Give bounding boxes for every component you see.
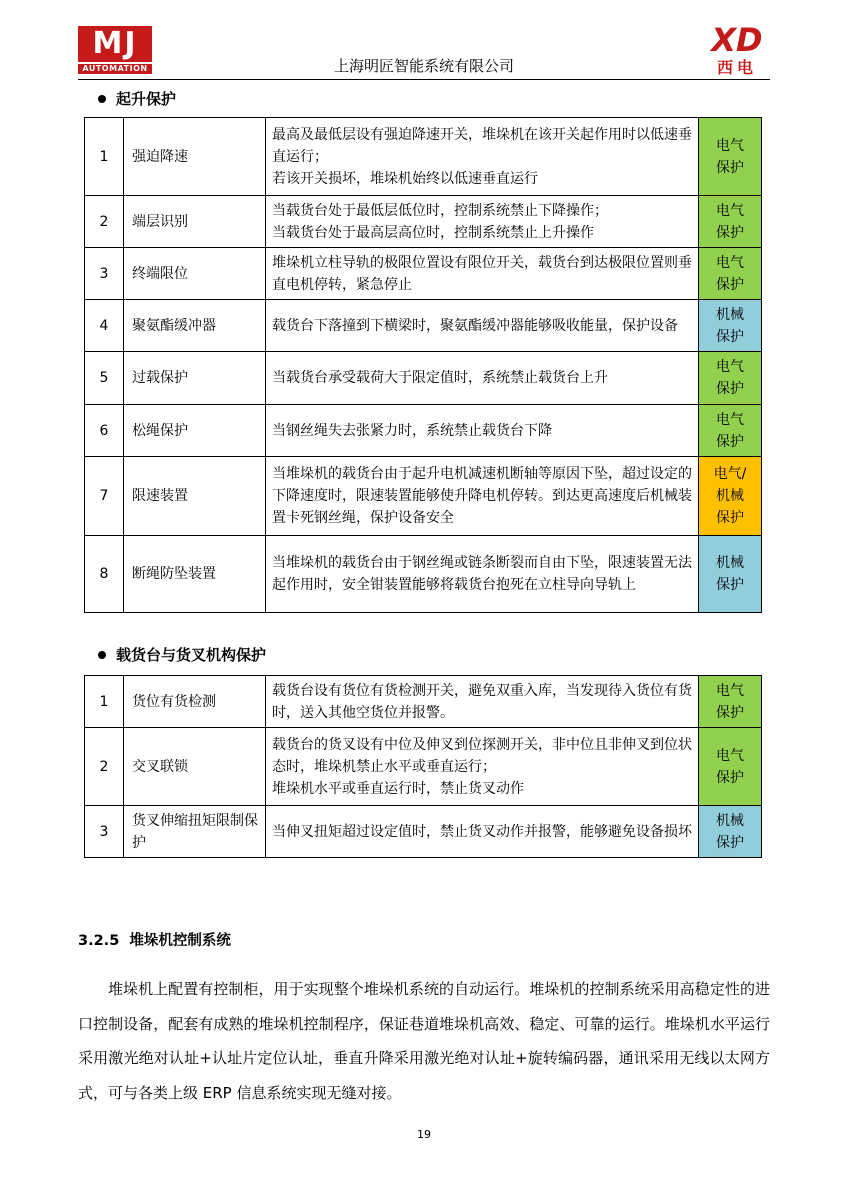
logo-left-text: MJ [92,26,138,61]
protection-type: 电气 保护 [699,728,762,806]
row-number: 6 [85,405,124,457]
protection-type: 电气 保护 [699,405,762,457]
bullet-icon [98,651,106,659]
table-row [85,300,762,352]
protection-description: 当堆垛机的载货台由于钢丝绳或链条断裂而自由下坠，限速装置无法起作用时，安全钳装置能够将载货台抱死在立柱导向导轨上 [266,536,699,613]
row-number: 2 [85,196,124,248]
company-name: 上海明匠智能系统有限公司 [333,57,514,75]
protection-name: 限速装置 [124,457,266,536]
protection-description: 最高及最低层设有强迫降速开关，堆垛机在该开关起作用时以低速垂直运行； 若该开关损坏，堆垛机始终以低速垂直运行 [266,118,699,196]
protection-name: 交叉联锁 [124,728,266,806]
protection-type: 电气 保护 [699,248,762,300]
body-paragraph: 堆垛机上配置有控制柜，用于实现整个堆垛机系统的自动运行。堆垛机的控制系统采用高稳定性的进口控制设备，配套有成熟的堆垛机控制程序，保证巷道堆垛机高效、稳定、可靠的运行。堆垛机水平运行采用激光绝对认址+认址片定位认址，垂直升降采用激光绝对认址+旋转编码器，通讯采用无线以太网方式，可与各类上级 ERP 信息系统实现无缝对接。 [78,980,770,1102]
row-number: 3 [85,806,124,858]
row-number: 3 [85,248,124,300]
row-number: 7 [85,457,124,536]
table-row [85,536,762,613]
protection-description: 载货台设有货位有货检测开关，避免双重入库，当发现待入货位有货时，送入其他空货位并报警。 [266,676,699,728]
protection-type: 机械 保护 [699,806,762,858]
protection-type: 电气 保护 [699,118,762,196]
row-number: 1 [85,676,124,728]
page-number: 19 [417,1128,431,1141]
lifting-protection-table [84,117,762,613]
subsection-number: 3.2.5 [78,933,120,949]
protection-name: 端层识别 [124,196,266,248]
row-number: 4 [85,300,124,352]
row-number: 8 [85,536,124,613]
logo-left-subtext: AUTOMATION [78,64,152,74]
table-row [85,676,762,728]
section-title-lifting: 起升保护 [116,90,177,108]
protection-name: 过载保护 [124,352,266,405]
protection-name: 聚氨酯缓冲器 [124,300,266,352]
protection-description: 当载货台承受载荷大于限定值时，系统禁止载货台上升 [266,352,699,405]
company-logo-right [706,22,768,78]
protection-name: 货位有货检测 [124,676,266,728]
table-row [85,457,762,536]
protection-description: 堆垛机立柱导轨的极限位置设有限位开关，载货台到达极限位置则垂直电机停转，紧急停止 [266,248,699,300]
logo-right-cn: 西电 [716,58,757,77]
logo-right-text: XD [711,21,763,59]
protection-description: 载货台下落撞到下横梁时，聚氨酯缓冲器能够吸收能量，保护设备 [266,300,699,352]
protection-name: 断绳防坠装置 [124,536,266,613]
bullet-icon [98,95,106,103]
protection-name: 松绳保护 [124,405,266,457]
fork-protection-table [84,675,762,858]
table-row [85,405,762,457]
table-row [85,248,762,300]
table-row [85,196,762,248]
row-number: 5 [85,352,124,405]
row-number: 1 [85,118,124,196]
protection-description: 当伸叉扭矩超过设定值时，禁止货叉动作并报警，能够避免设备损坏 [266,806,699,858]
table-row [85,118,762,196]
protection-name: 强迫降速 [124,118,266,196]
protection-description: 当载货台处于最低层低位时，控制系统禁止下降操作； 当载货台处于最高层高位时，控制系统禁止上升操作 [266,196,699,248]
protection-type: 电气 保护 [699,352,762,405]
table-row [85,352,762,405]
protection-type: 电气/ 机械 保护 [699,457,762,536]
protection-type: 机械 保护 [699,536,762,613]
subsection-title: 堆垛机控制系统 [129,933,231,949]
protection-description: 当堆垛机的载货台由于起升电机减速机断轴等原因下坠，超过设定的下降速度时，限速装置能够使升降电机停转。到达更高速度后机械装置卡死钢丝绳，保护设备安全 [266,457,699,536]
row-number: 2 [85,728,124,806]
table-row [85,728,762,806]
protection-type: 机械 保护 [699,300,762,352]
header-divider [78,79,770,80]
protection-description: 当钢丝绳失去张紧力时，系统禁止载货台下降 [266,405,699,457]
protection-name: 终端限位 [124,248,266,300]
table-row [85,806,762,858]
protection-description: 载货台的货叉设有中位及伸叉到位探测开关，非中位且非伸叉到位状态时，堆垛机禁止水平或垂直运行； 堆垛机水平或垂直运行时，禁止货叉动作 [266,728,699,806]
protection-type: 电气 保护 [699,196,762,248]
subsection-heading [78,930,231,952]
protection-name: 货叉伸缩扭矩限制保护 [124,806,266,858]
section-title-fork: 载货台与货叉机构保护 [116,646,267,664]
protection-type: 电气 保护 [699,676,762,728]
